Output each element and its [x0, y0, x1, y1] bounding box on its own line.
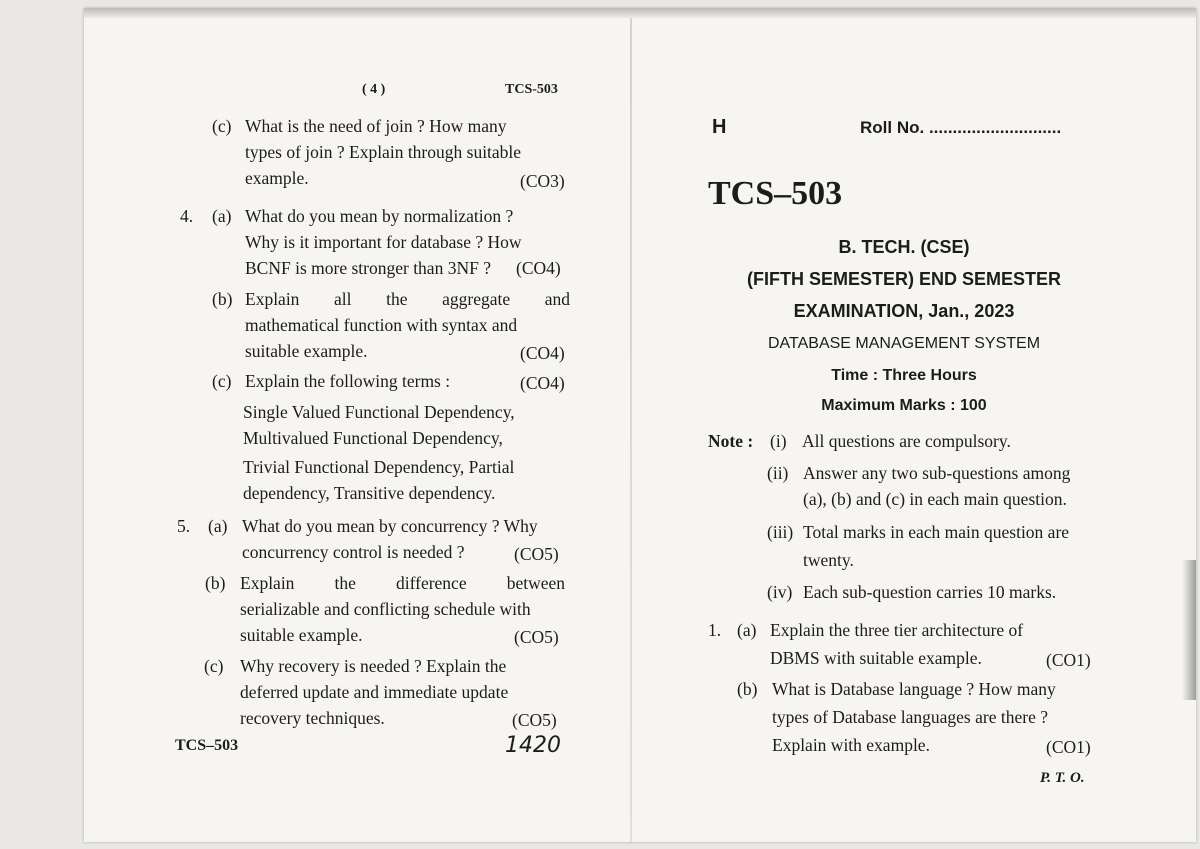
note-text: (a), (b) and (c) in each main question.: [803, 489, 1067, 509]
question-line: types of Database languages are there ?: [772, 707, 1048, 727]
question-line: Explain all the aggregate and: [245, 289, 570, 309]
course-outcome: (CO4): [516, 258, 561, 278]
note-text: All questions are compulsory.: [802, 431, 1011, 451]
question-label: (c): [204, 656, 224, 676]
examination-heading: EXAMINATION, Jan., 2023: [793, 301, 1015, 321]
question-line: suitable example.: [240, 625, 363, 645]
question-number: 4.: [180, 206, 194, 226]
header-paper-code: TCS-503: [505, 82, 558, 97]
question-line: What do you mean by concurrency ? Why: [242, 516, 538, 536]
question-line: Explain with example.: [772, 735, 930, 755]
subject-title: DATABASE MANAGEMENT SYSTEM: [767, 335, 1041, 352]
scan-top-edge: [84, 8, 1196, 18]
page-number: ( 4 ): [362, 82, 386, 97]
question-line: example.: [245, 168, 309, 188]
question-label: (c): [212, 116, 232, 136]
note-number: (iv): [767, 582, 793, 602]
paper-set: H: [712, 116, 727, 138]
please-turn-over: P. T. O.: [1040, 770, 1085, 786]
question-label: (a): [737, 620, 757, 640]
question-line: Single Valued Functional Dependency,: [243, 402, 515, 422]
handwritten-number: 1420: [505, 733, 561, 758]
question-line: Why recovery is needed ? Explain the: [240, 656, 507, 676]
note-number: (ii): [767, 463, 789, 483]
question-line: recovery techniques.: [240, 708, 385, 728]
question-label: (a): [212, 206, 232, 226]
question-number: 1.: [708, 620, 722, 640]
course-heading: B. TECH. (CSE): [838, 237, 970, 257]
course-outcome: (CO5): [514, 627, 559, 647]
question-line: deferred update and immediate update: [240, 682, 509, 702]
question-line: Explain the three tier architecture of: [770, 620, 1024, 640]
question-label: (a): [208, 516, 228, 536]
question-line: Explain the following terms :: [245, 371, 451, 391]
course-outcome: (CO5): [512, 710, 557, 730]
footer-paper-code: TCS–503: [175, 737, 239, 754]
note-text: twenty.: [803, 550, 854, 570]
question-line: What is the need of join ? How many: [245, 116, 507, 136]
course-outcome: (CO3): [520, 171, 565, 191]
question-label: (b): [205, 573, 226, 593]
question-label: (c): [212, 371, 232, 391]
question-line: serializable and conflicting schedule with: [240, 599, 531, 619]
course-outcome: (CO5): [514, 544, 559, 564]
course-outcome: (CO1): [1046, 737, 1091, 757]
question-line: What do you mean by normalization ?: [245, 206, 514, 226]
exam-time: Time : Three Hours: [831, 367, 977, 384]
question-line: mathematical function with syntax and: [245, 315, 518, 335]
course-outcome: (CO4): [520, 373, 565, 393]
question-number: 5.: [177, 516, 191, 536]
note-number: (iii): [767, 522, 794, 542]
question-line: Why is it important for database ? How: [245, 232, 522, 252]
maximum-marks: Maximum Marks : 100: [821, 397, 987, 414]
note-text: Each sub-question carries 10 marks.: [803, 582, 1057, 602]
course-outcome: (CO1): [1046, 650, 1091, 670]
question-line: suitable example.: [245, 341, 368, 361]
note-label: Note :: [708, 431, 754, 451]
scan-right-edge: [1182, 560, 1196, 700]
question-line: types of join ? Explain through suitable: [245, 142, 522, 162]
semester-heading: (FIFTH SEMESTER) END SEMESTER: [746, 269, 1061, 289]
note-text: Answer any two sub-questions among: [803, 463, 1071, 483]
question-line: DBMS with suitable example.: [770, 648, 982, 668]
question-line: Explain the difference between: [240, 573, 565, 593]
note-number: (i): [770, 431, 787, 451]
roll-number-label: Roll No. ............................: [860, 118, 1062, 137]
page-fold: [630, 18, 632, 842]
paper-code-title: TCS–503: [708, 175, 843, 212]
question-line: Multivalued Functional Dependency,: [243, 428, 503, 448]
question-label: (b): [212, 289, 233, 309]
note-text: Total marks in each main question are: [803, 522, 1070, 542]
question-line: BCNF is more stronger than 3NF ?: [245, 258, 491, 278]
question-label: (b): [737, 679, 758, 699]
course-outcome: (CO4): [520, 343, 565, 363]
question-line: Trivial Functional Dependency, Partial: [243, 457, 515, 477]
question-line: concurrency control is needed ?: [242, 542, 465, 562]
question-line: What is Database language ? How many: [772, 679, 1056, 699]
question-line: dependency, Transitive dependency.: [243, 483, 496, 503]
